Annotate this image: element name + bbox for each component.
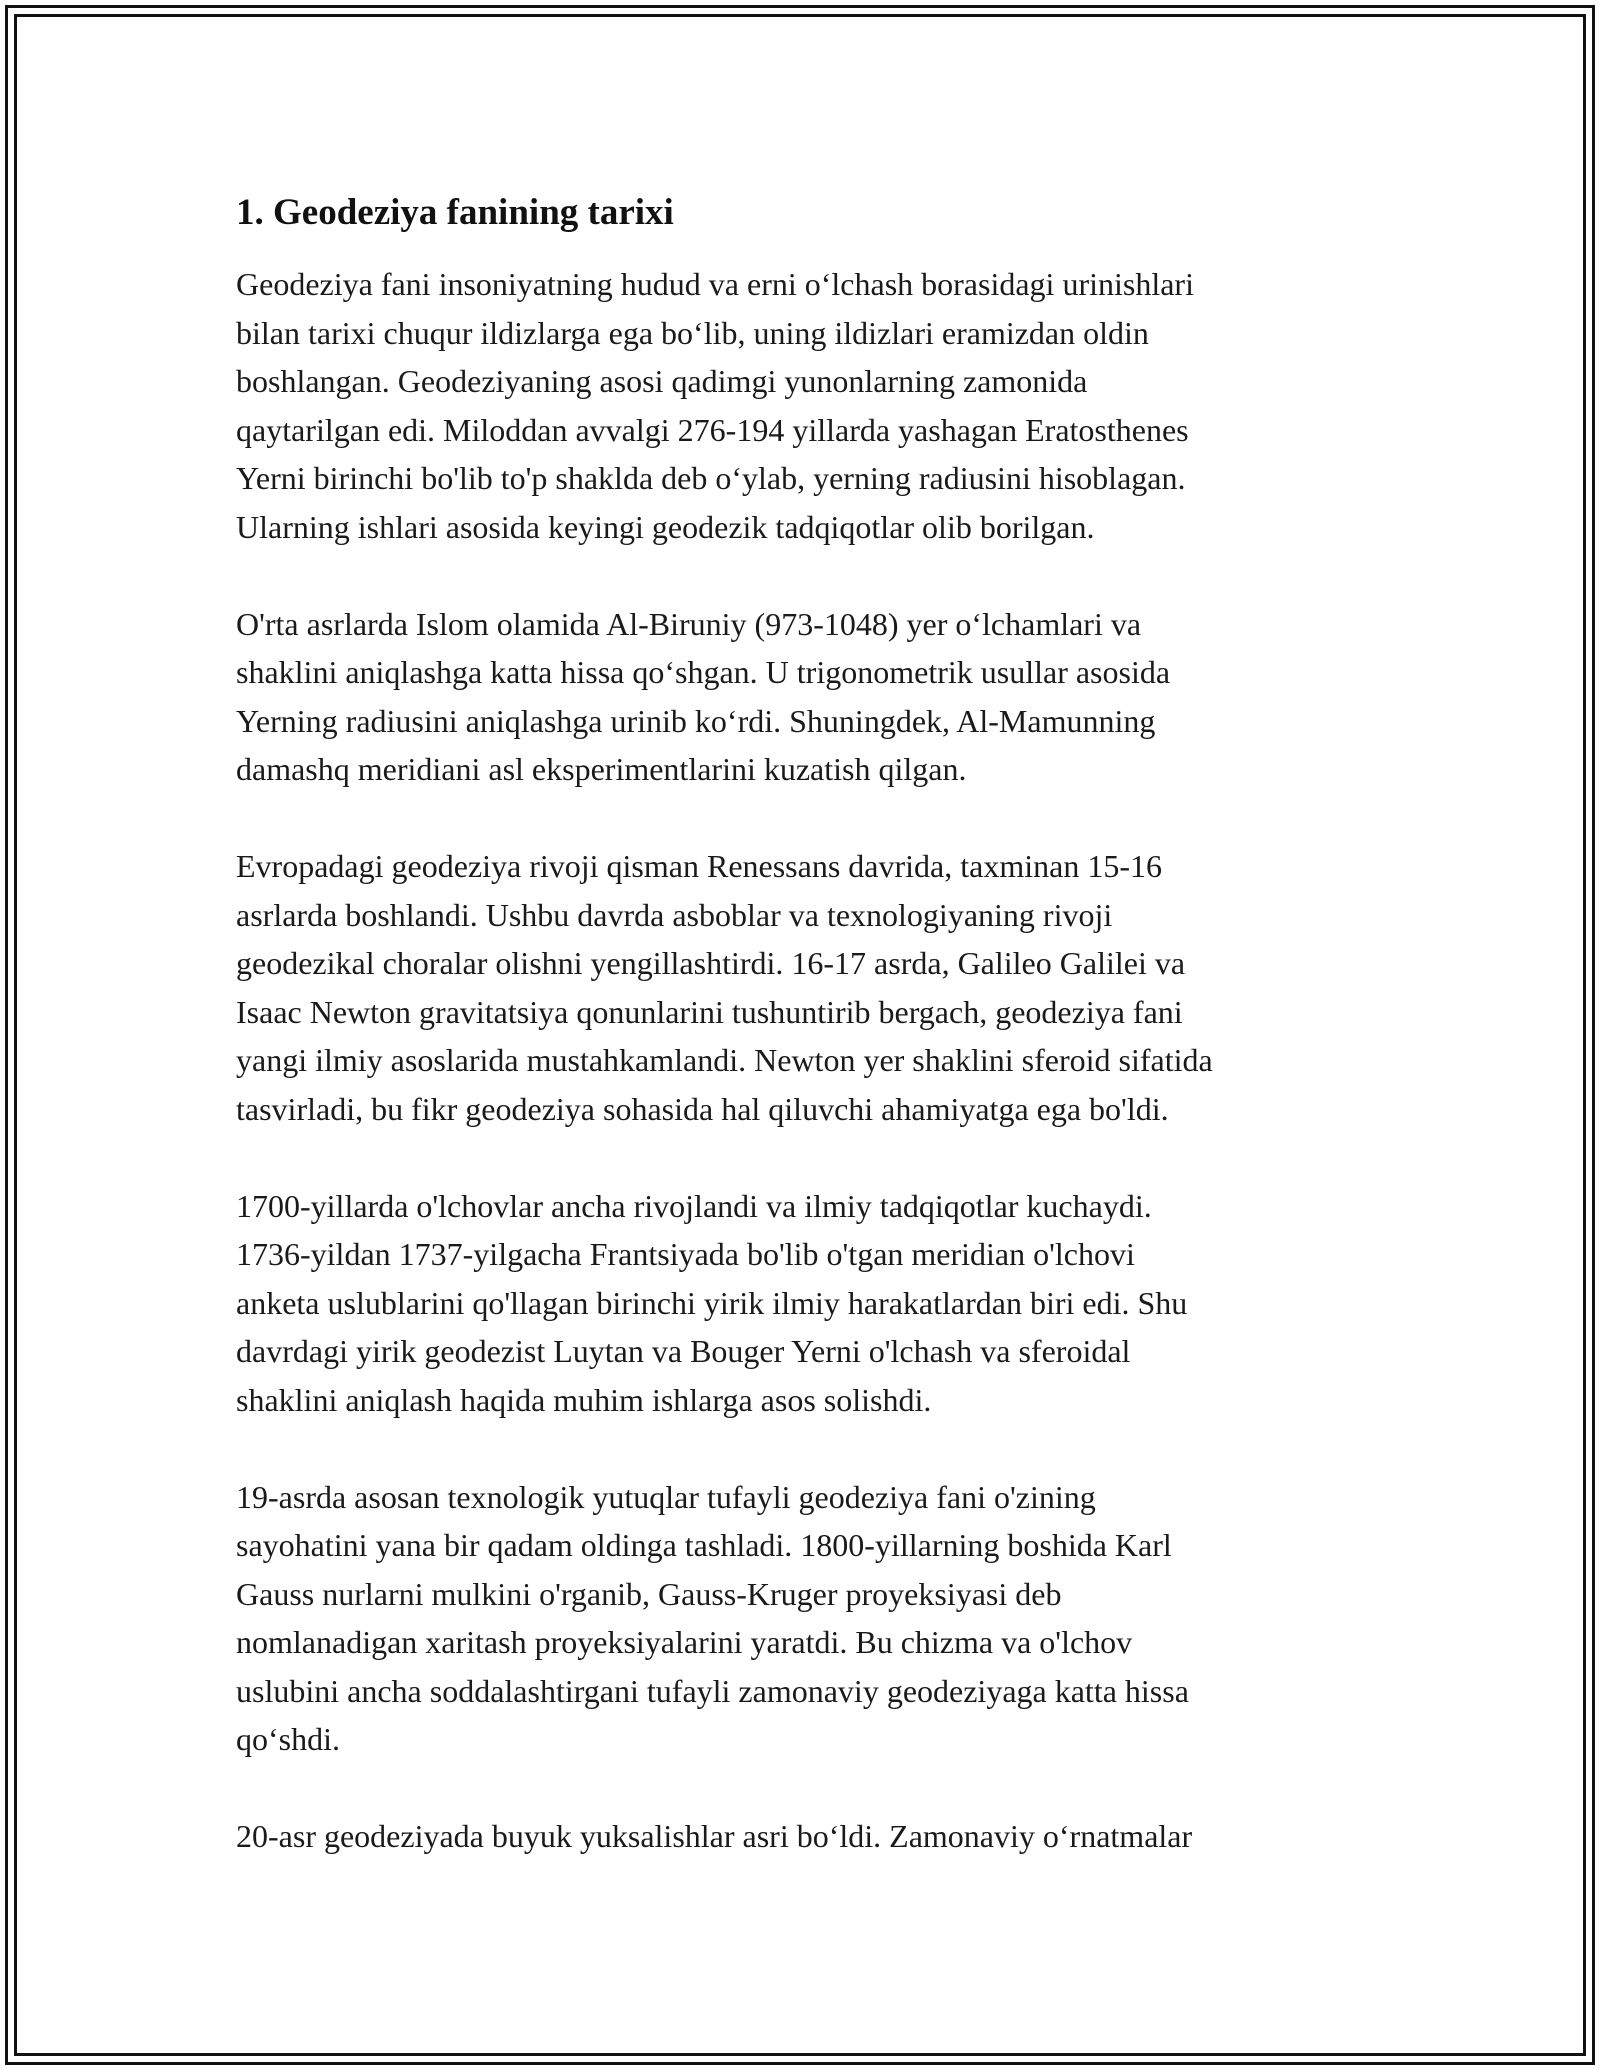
paragraph-islamic-world: O'rta asrlarda Islom olamida Al-Biruniy (973-1048) yer o‘lchamlari va shaklini aniqlashga katta hissa qo‘shgan. U trigonometrik usullar asosida Yerning radiusini aniqlashga urinib ko‘rdi. Shuningdek, Al-Mamunning damashq meridiani asl eksperimentlarini kuzatish qilgan. [236, 605, 1171, 787]
paragraph-renaissance: Evropadagi geodeziya rivoji qisman Renessans davrida, taxminan 15-16 asrlarda boshlandi. Ushbu davrda asboblar va texnologiyaning rivoji geodezikal choralar olishni yengillashtirdi. 16-17 asrda, Galileo Galilei va Isaac Newton gravitatsiya qonunlarini tushuntirib bergach, geodeziya fani yangi ilmiy asoslarida mustahkamlandi. Newton yer shaklini sferoid sifatida tasvirladi, bu fikr geodeziya sohasida hal qiluvchi ahamiyatga ega bo'ldi. [236, 848, 1213, 1127]
paragraph-greek-origins: Geodeziya fani insoniyatning hudud va erni o‘lchash borasidagi urinishlari bilan tarixi chuqur ildizlarga ega bo‘lib, uning ildizlari eramizdan oldin boshlangan. Geodeziyaning asosi qadimgi yunonlarning zamonida qaytarilgan edi. Miloddan avvalgi 276-194 yillarda yashagan Eratosthenes Yerni birinchi bo'lib to'p shaklda deb o‘ylab, yerning radiusini hisoblagan. Ularning ishlari asosida keyingi geodezik tadqiqotlar olib borilgan. [236, 266, 1194, 545]
document-body [236, 186, 1376, 1909]
paragraph-20th-century: 20-asr geodeziyada buyuk yuksalishlar asri bo‘ldi. Zamonaviy o‘rnatmalar [236, 1818, 1193, 1854]
paragraph-19th-century: 19-asrda asosan texnologik yutuqlar tufayli geodeziya fani o'zining sayohatini yana bir qadam oldinga tashladi. 1800-yillarning boshida Karl Gauss nurlarni mulkini o'rganib, Gauss-Kruger proyeksiyasi deb nomlanadigan xaritash proyeksiyalarini yaratdi. Bu chizma va o'lchov uslubini ancha soddalashtirgani tufayli zamonaviy geodeziyaga katta hissa qo‘shdi. [236, 1478, 1189, 1757]
section-heading: 1. Geodeziya fanining tarixi [236, 192, 674, 233]
paragraph-18th-century: 1700-yillarda o'lchovlar ancha rivojlandi va ilmiy tadqiqotlar kuchaydi. 1736-yildan 1737-yilgacha Frantsiyada bo'lib o'tgan meridian o'lchovi anketa uslublarini qo'llagan birinchi yirik ilmiy harakatlardan biri edi. Shu davrdagi yirik geodezist Luytan va Bouger Yerni o'lchash va sferoidal shaklini aniqlash haqida muhim ishlarga asos solishdi. [236, 1187, 1188, 1418]
